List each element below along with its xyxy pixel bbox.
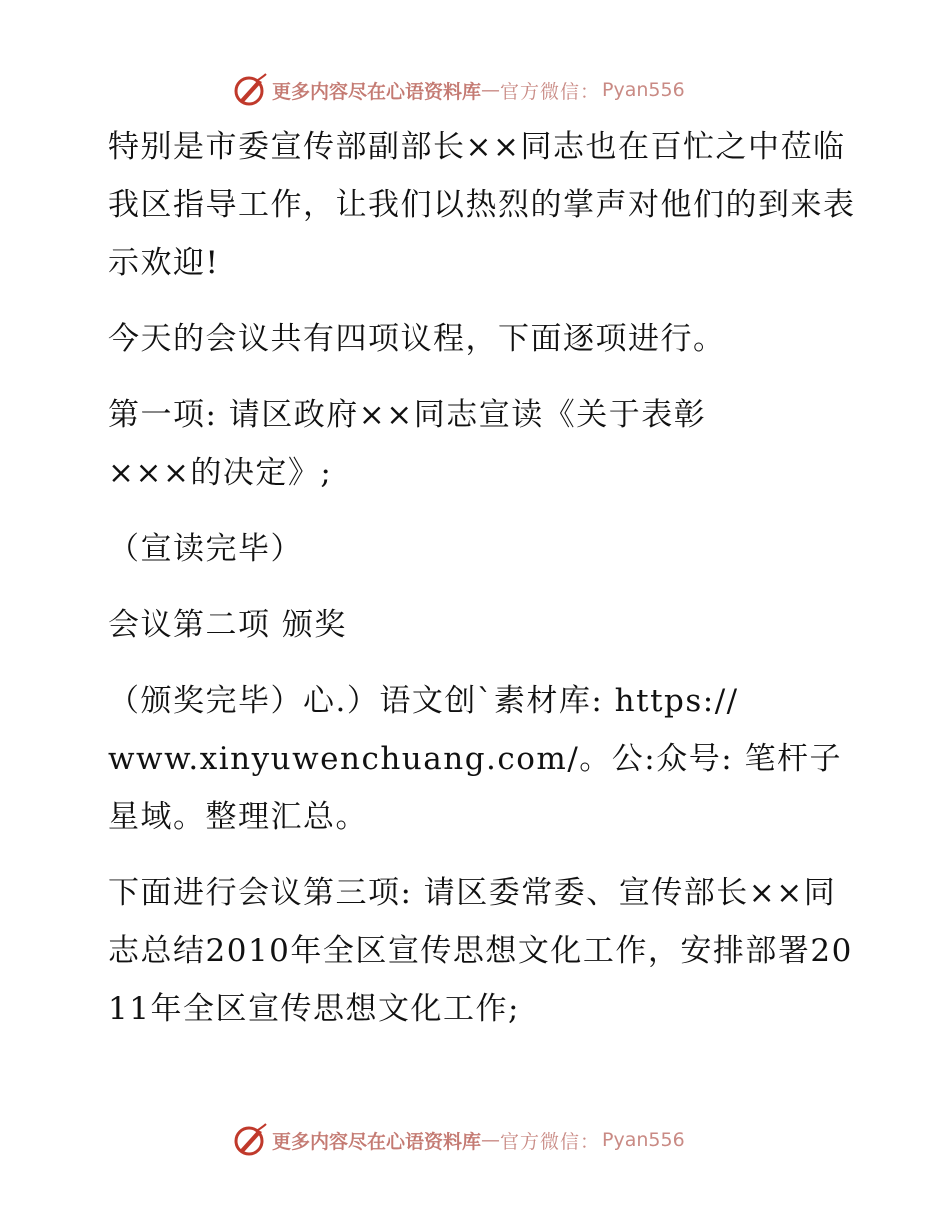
paragraph-item-two: 会议第二项 颁奖 bbox=[108, 607, 347, 643]
header-watermark-banner bbox=[232, 70, 685, 110]
banner-account-id: Pyan556 bbox=[602, 79, 685, 101]
banner-separator: — bbox=[481, 79, 501, 101]
paragraph-agenda: 今天的会议共有四项议程，下面逐项进行。 bbox=[108, 321, 726, 357]
document-body bbox=[98, 118, 868, 1056]
banner-wechat-label: 官方微信： bbox=[500, 1130, 601, 1153]
paragraph-welcome: 特别是市委宣传部副部长××同志也在百忙之中莅临我区指导工作，让我们以热烈的掌声对他们的到来表示欢迎! bbox=[108, 129, 856, 281]
banner-brand-text: 更多内容尽在心语资料库 bbox=[272, 1130, 482, 1153]
paragraph-item-three: 下面进行会议第三项: 请区委常委、宣传部长××同志总结2010年全区宣传思想文化工作，安排部署2011年全区宣传思想文化工作; bbox=[108, 875, 853, 1027]
paragraph-reading-done: （宣读完毕） bbox=[108, 531, 303, 567]
paragraph-award-done: （颁奖完毕）心.）语文创`素材库: https:// www.xinyuwenchuang.com/。公:众号: 笔杆子星域。整理汇总。 bbox=[108, 683, 843, 835]
banner-wechat-label: 官方微信： bbox=[500, 80, 601, 103]
banner-account-id: Pyan556 bbox=[602, 1129, 685, 1151]
banner-separator: — bbox=[481, 1129, 501, 1151]
footer-watermark-banner bbox=[232, 1120, 685, 1160]
banner-brand-text: 更多内容尽在心语资料库 bbox=[272, 80, 482, 103]
quill-seal-icon bbox=[232, 1122, 268, 1158]
paragraph-item-one: 第一项: 请区政府××同志宣读《关于表彰 ×××的决定》; bbox=[108, 397, 707, 491]
quill-seal-icon bbox=[232, 72, 268, 108]
